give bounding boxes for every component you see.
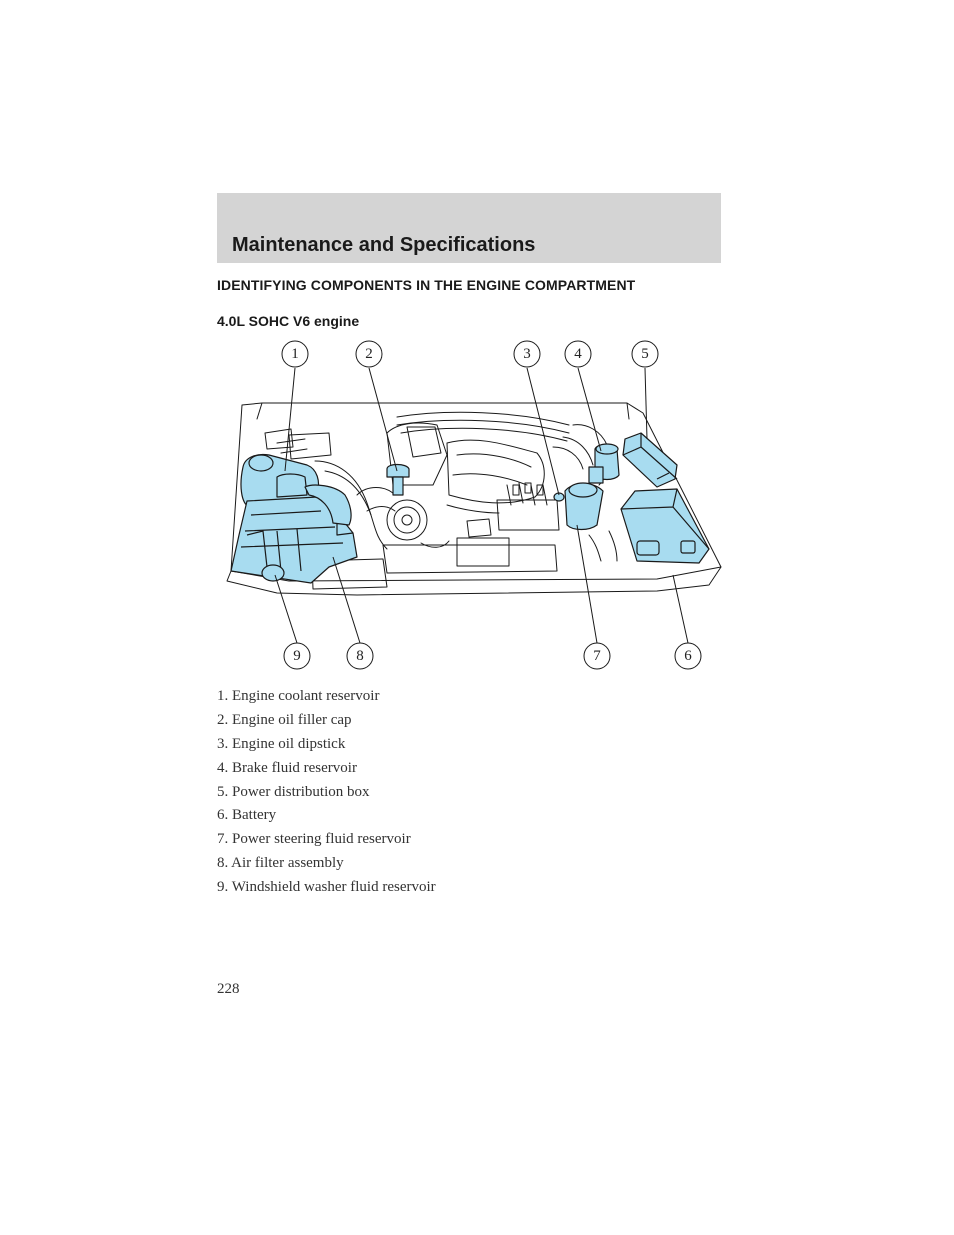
callout-3: 3 (523, 346, 531, 362)
engine-label: 4.0L SOHC V6 engine (217, 313, 360, 329)
legend-item: 9. Windshield washer fluid reservoir (217, 879, 436, 896)
page-number: 228 (217, 981, 240, 997)
callout-1: 1 (291, 346, 299, 362)
legend-item: 4. Brake fluid reservoir (217, 759, 357, 776)
callout-8: 8 (356, 648, 364, 664)
leader-line-5 (645, 368, 647, 439)
leader-line-8 (333, 557, 360, 643)
legend-item: 7. Power steering fluid reservoir (217, 831, 411, 848)
legend-item: 3. Engine oil dipstick (217, 735, 346, 752)
legend-item: 6. Battery (217, 807, 277, 824)
page-title: Maintenance and Specifications (232, 234, 536, 256)
header-band (217, 193, 721, 263)
washer-cap-shape (262, 565, 284, 581)
battery-shape (621, 489, 709, 563)
callout-2: 2 (365, 346, 373, 362)
leader-line-2 (369, 368, 397, 471)
component-legend (217, 686, 436, 901)
leader-line-4 (578, 368, 601, 451)
legend-item: 1. Engine coolant reservoir (217, 688, 380, 704)
legend-item: 8. Air filter assembly (217, 855, 344, 872)
section-heading: IDENTIFYING COMPONENTS IN THE ENGINE COMPARTMENT (217, 277, 636, 293)
callout-6: 6 (684, 648, 692, 664)
leader-line-1 (285, 368, 295, 471)
distribution-box-shape (623, 433, 677, 487)
engine-compartment-diagram (217, 335, 723, 675)
leader-line-6 (673, 575, 688, 643)
leader-line-9 (275, 575, 297, 643)
legend-item: 5. Power distribution box (217, 783, 370, 800)
callout-5: 5 (641, 346, 649, 362)
legend-item: 2. Engine oil filler cap (217, 711, 352, 728)
callout-7: 7 (593, 648, 601, 664)
oil-cap-shape (387, 465, 409, 478)
leader-line-3 (527, 368, 559, 495)
callout-4: 4 (574, 346, 582, 362)
callout-9: 9 (293, 648, 301, 664)
